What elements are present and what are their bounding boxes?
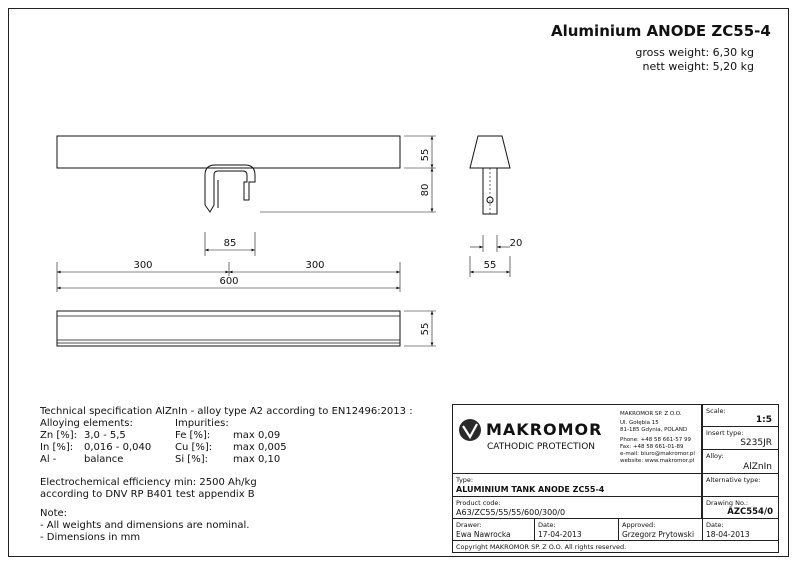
drawing-no-label: Drawing No.: xyxy=(706,499,749,507)
alternative-label: Alternative type: xyxy=(706,476,761,484)
address-line: MAKROMOR SP. Z O.O. xyxy=(620,411,682,417)
dim-55-top: 55 xyxy=(420,148,431,162)
scale-box xyxy=(702,404,779,427)
drawer-label: Drawer: xyxy=(456,521,482,529)
note-item: - Dimensions in mm xyxy=(40,532,141,543)
nett-weight: nett weight: 5,20 kg xyxy=(642,60,754,73)
note-heading: Note: xyxy=(40,508,68,519)
alloy-box xyxy=(702,449,779,474)
alloy-value: balance xyxy=(84,454,124,465)
approved-box xyxy=(618,518,703,541)
product-box xyxy=(452,496,702,519)
date2-box xyxy=(702,518,779,541)
note-item: - All weights and dimensions are nominal. xyxy=(40,520,250,531)
efficiency-line-2: according to DNV RP B401 test appendix B xyxy=(40,489,255,500)
insert-box xyxy=(702,426,779,450)
drawing-no-box xyxy=(702,496,779,519)
dim-20: 20 xyxy=(509,238,523,249)
dim-80: 80 xyxy=(420,183,431,197)
scale-value: 1:5 xyxy=(755,415,772,425)
dim-600: 600 xyxy=(219,276,239,287)
approved-value: Grzegorz Prytowski xyxy=(622,530,695,539)
makromor-logo-icon xyxy=(458,418,482,442)
alternative-box xyxy=(702,473,779,497)
address-line: e-mail: biuro@makromor.pl xyxy=(620,451,695,457)
impurities-heading: Impurities: xyxy=(175,418,229,429)
strap-side-view xyxy=(483,168,497,214)
anode-front-view xyxy=(57,136,400,168)
company-subtitle: CATHODIC PROTECTION xyxy=(487,442,596,452)
type-label: Type: xyxy=(456,476,474,484)
date1-value: 17-04-2013 xyxy=(538,530,582,539)
alloying-heading: Alloying elements: xyxy=(40,418,133,429)
date2-label: Date: xyxy=(706,521,724,529)
product-label: Product code: xyxy=(456,499,501,507)
gross-weight: gross weight: 6,30 kg xyxy=(635,46,754,59)
anode-side-view xyxy=(470,136,510,168)
alloy-name: In [%]: xyxy=(40,442,74,453)
drawing-title: Aluminium ANODE ZC55-4 xyxy=(551,22,771,40)
company-name: MAKROMOR xyxy=(486,420,603,439)
drawer-box xyxy=(452,518,535,541)
copyright-text: Copyright MAKROMOR SP. Z O.O. All rights reserved. xyxy=(456,543,627,551)
address-line: website: www.makromor.pl xyxy=(620,458,695,464)
dim-55-side: 55 xyxy=(483,260,497,271)
address-line: Fax: +48 58 661-01-89 xyxy=(620,444,684,450)
scale-label: Scale: xyxy=(706,407,726,415)
alloy-value: 0,016 - 0,040 xyxy=(84,442,152,453)
type-value: ALUMINIUM TANK ANODE ZC55-4 xyxy=(456,485,605,494)
dim-55-bottom: 55 xyxy=(420,322,431,336)
drawer-value: Ewa Nawrocka xyxy=(456,530,511,539)
dim-85: 85 xyxy=(223,238,237,249)
impurity-name: Cu [%]: xyxy=(175,442,213,453)
alloy-name: Zn [%]: xyxy=(40,430,78,441)
dim-300-right: 300 xyxy=(305,260,325,271)
address-line: Phone: +48 58 661-57 99 xyxy=(620,437,691,443)
impurity-name: Si [%]: xyxy=(175,454,208,465)
insert-value: S235JR xyxy=(740,438,772,448)
efficiency-line-1: Electrochemical efficiency min: 2500 Ah/kg xyxy=(40,477,257,488)
product-value: A63/ZC55/55/55/600/300/0 xyxy=(456,508,566,517)
address-line: Ul. Gołębia 15 xyxy=(620,420,659,426)
spec-heading: Technical specification AlZnIn - alloy type A2 according to EN12496:2013 : xyxy=(40,406,413,417)
impurity-value: max 0,09 xyxy=(233,430,281,441)
impurity-value: max 0,10 xyxy=(233,454,281,465)
copyright-box xyxy=(452,540,779,553)
strap-front-view xyxy=(205,165,255,212)
alloy-label: Alloy: xyxy=(706,452,724,460)
date1-label: Date: xyxy=(538,521,556,529)
insert-label: Insert type: xyxy=(706,429,744,437)
dim-300-left: 300 xyxy=(133,260,153,271)
type-box xyxy=(452,473,702,497)
date1-box xyxy=(534,518,619,541)
impurity-value: max 0,005 xyxy=(233,442,287,453)
date2-value: 18-04-2013 xyxy=(706,530,750,539)
alloy-value-tb: AlZnIn xyxy=(743,462,772,472)
approved-label: Approved: xyxy=(622,521,656,529)
address-line: 81-185 Gdynia, POLAND xyxy=(620,427,688,433)
impurity-name: Fe [%]: xyxy=(175,430,211,441)
alloy-name: Al - xyxy=(40,454,57,465)
drawing-no-value: AZC554/0 xyxy=(727,507,773,517)
alloy-value: 3,0 - 5,5 xyxy=(84,430,126,441)
